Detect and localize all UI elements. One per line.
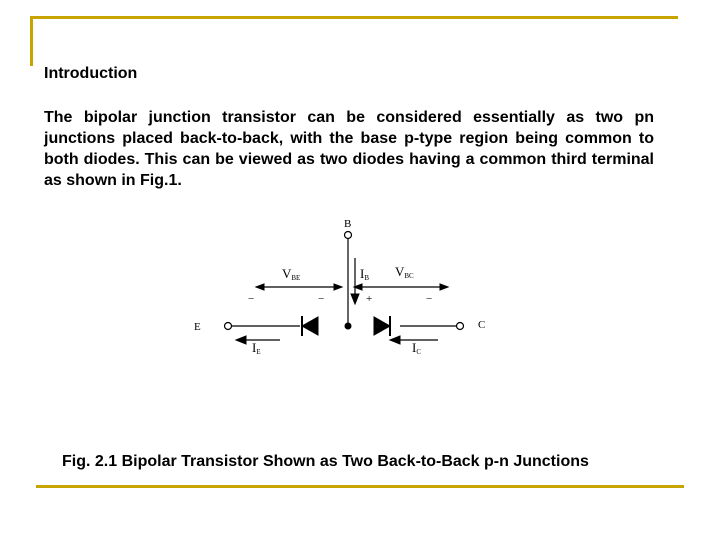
emitter-label: E (194, 321, 201, 333)
polarity-minus-right: − (426, 293, 433, 305)
polarity-plus-mid: + (366, 293, 373, 305)
bjt-diode-diagram (190, 218, 490, 358)
vbe-arrowhead-left (256, 284, 264, 290)
emitter-terminal (225, 323, 232, 330)
vbc-arrowhead-right (440, 284, 448, 290)
base-terminal (345, 232, 352, 239)
figure-caption: Fig. 2.1 Bipolar Transistor Shown as Two Back-to-Back p-n Junctions (62, 453, 589, 470)
frame-left-rule (30, 16, 33, 66)
diode-be (302, 317, 318, 335)
collector-terminal (457, 323, 464, 330)
diode-bc (374, 317, 390, 335)
ic-arrowhead (390, 336, 400, 344)
vbe-label: VBE (282, 266, 301, 282)
ib-label: IB (360, 266, 370, 282)
vbe-arrowhead-right (334, 284, 342, 290)
ie-arrowhead (236, 336, 246, 344)
ie-label: IE (252, 340, 261, 356)
ib-arrowhead (351, 294, 359, 304)
ic-label: IC (412, 340, 422, 356)
polarity-minus-left: − (248, 293, 255, 305)
junction-dot (345, 323, 351, 329)
frame-bottom-rule (36, 485, 684, 488)
base-label: B (344, 218, 352, 230)
vbc-label: VBC (395, 264, 414, 280)
polarity-minus-mid: − (318, 293, 325, 305)
collector-label: C (478, 319, 486, 331)
intro-paragraph: The bipolar junction transistor can be considered essentially as two pn junctions placed back-to-back, with the base p-type region being common to both diodes. This can be viewed as two diodes having a common third terminal as shown in Fig.1. (44, 109, 654, 189)
frame-top-rule (30, 16, 678, 19)
section-heading: Introduction (44, 65, 138, 82)
